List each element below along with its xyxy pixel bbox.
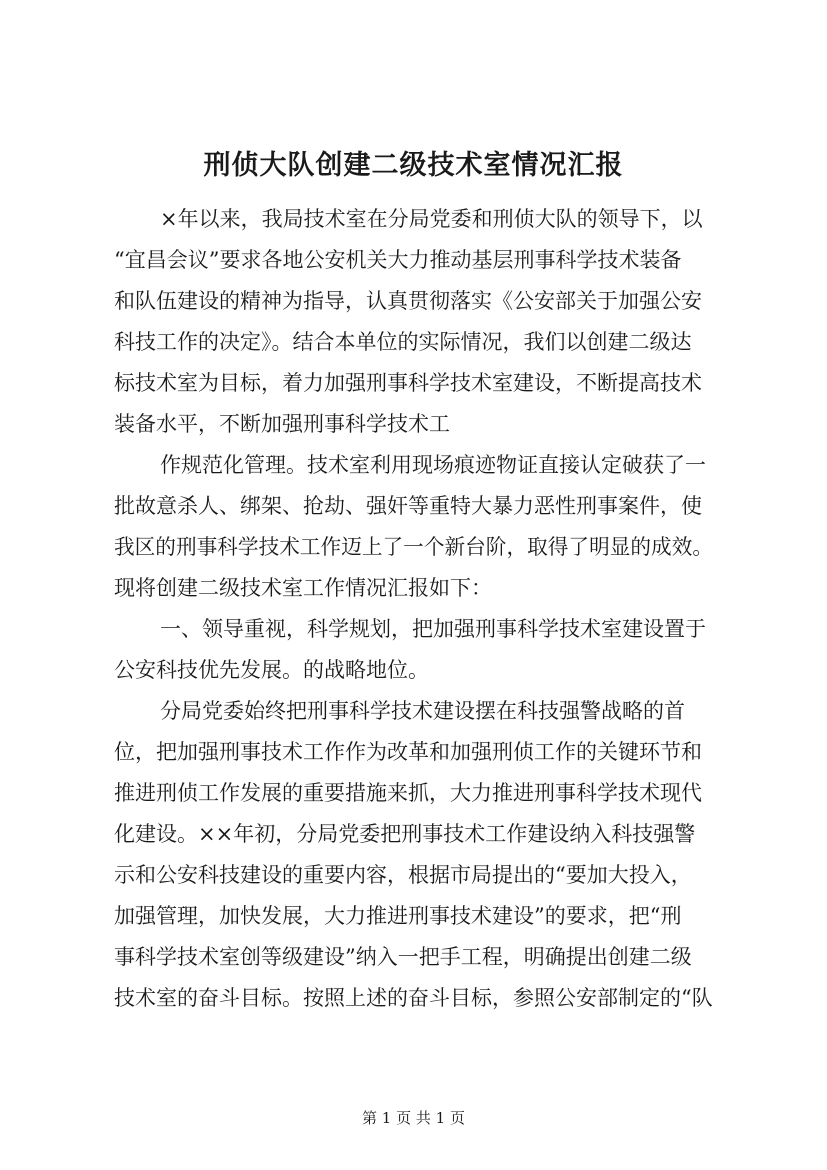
section-heading-line: 一、领导重视，科学规划，把加强刑事科学技术室建设置于 [160,617,706,641]
paragraph-line: 化建设。××年初，分局党委把刑事技术工作建设纳入科技强警 [114,822,696,846]
paragraph-line: 加强管理，加快发展，大力推进刑事技术建设”的要求，把“刑 [114,904,682,928]
paragraph-line: 技术室的奋斗目标。按照上述的奋斗目标，参照公安部制定的“队 [114,986,713,1010]
paragraph-line: 科技工作的决定》。结合本单位的实际情况，我们以创建二级达 [114,330,692,354]
paragraph-line: 事科学技术室创等级建设”纳入一把手工程，明确提出创建二级 [114,945,692,969]
paragraph-line: 现将创建二级技术室工作情况汇报如下： [114,576,492,600]
section-heading-line: 公安科技优先发展。的战略地位。 [114,658,429,682]
paragraph-line: 示和公安科技建设的重要内容，根据市局提出的“要加大投入， [114,863,692,887]
paragraph-line: 位，把加强刑事技术工作作为改革和加强刑侦工作的关键环节和 [114,740,702,764]
paragraph-line: ×年以来，我局技术室在分局党委和刑侦大队的领导下，以 [160,207,703,231]
document-title: 刑侦大队创建二级技术室情况汇报 [203,150,624,181]
paragraph-line: 装备水平，不断加强刑事科学技术工 [114,412,450,436]
paragraph-line: “宜昌会议”要求各地公安机关大力推动基层刑事科学技术装备 [114,248,682,272]
paragraph-line: 和队伍建设的精神为指导，认真贯彻落实《公安部关于加强公安 [114,289,702,313]
paragraph-line: 批故意杀人、绑架、抢劫、强奸等重特大暴力恶性刑事案件，使 [114,494,702,518]
paragraph-line: 分局党委始终把刑事科学技术建设摆在科技强警战略的首 [160,699,685,723]
paragraph-line: 推进刑侦工作发展的重要措施来抓，大力推进刑事科学技术现代 [114,781,702,805]
paragraph-line: 作规范化管理。技术室利用现场痕迹物证直接认定破获了一 [160,453,706,477]
page-number-footer: 第 1 页 共 1 页 [362,1109,465,1127]
paragraph-line: 我区的刑事科学技术工作迈上了一个新台阶，取得了明显的成效。 [114,535,714,559]
paragraph-line: 标技术室为目标，着力加强刑事科学技术室建设，不断提高技术 [114,371,702,395]
